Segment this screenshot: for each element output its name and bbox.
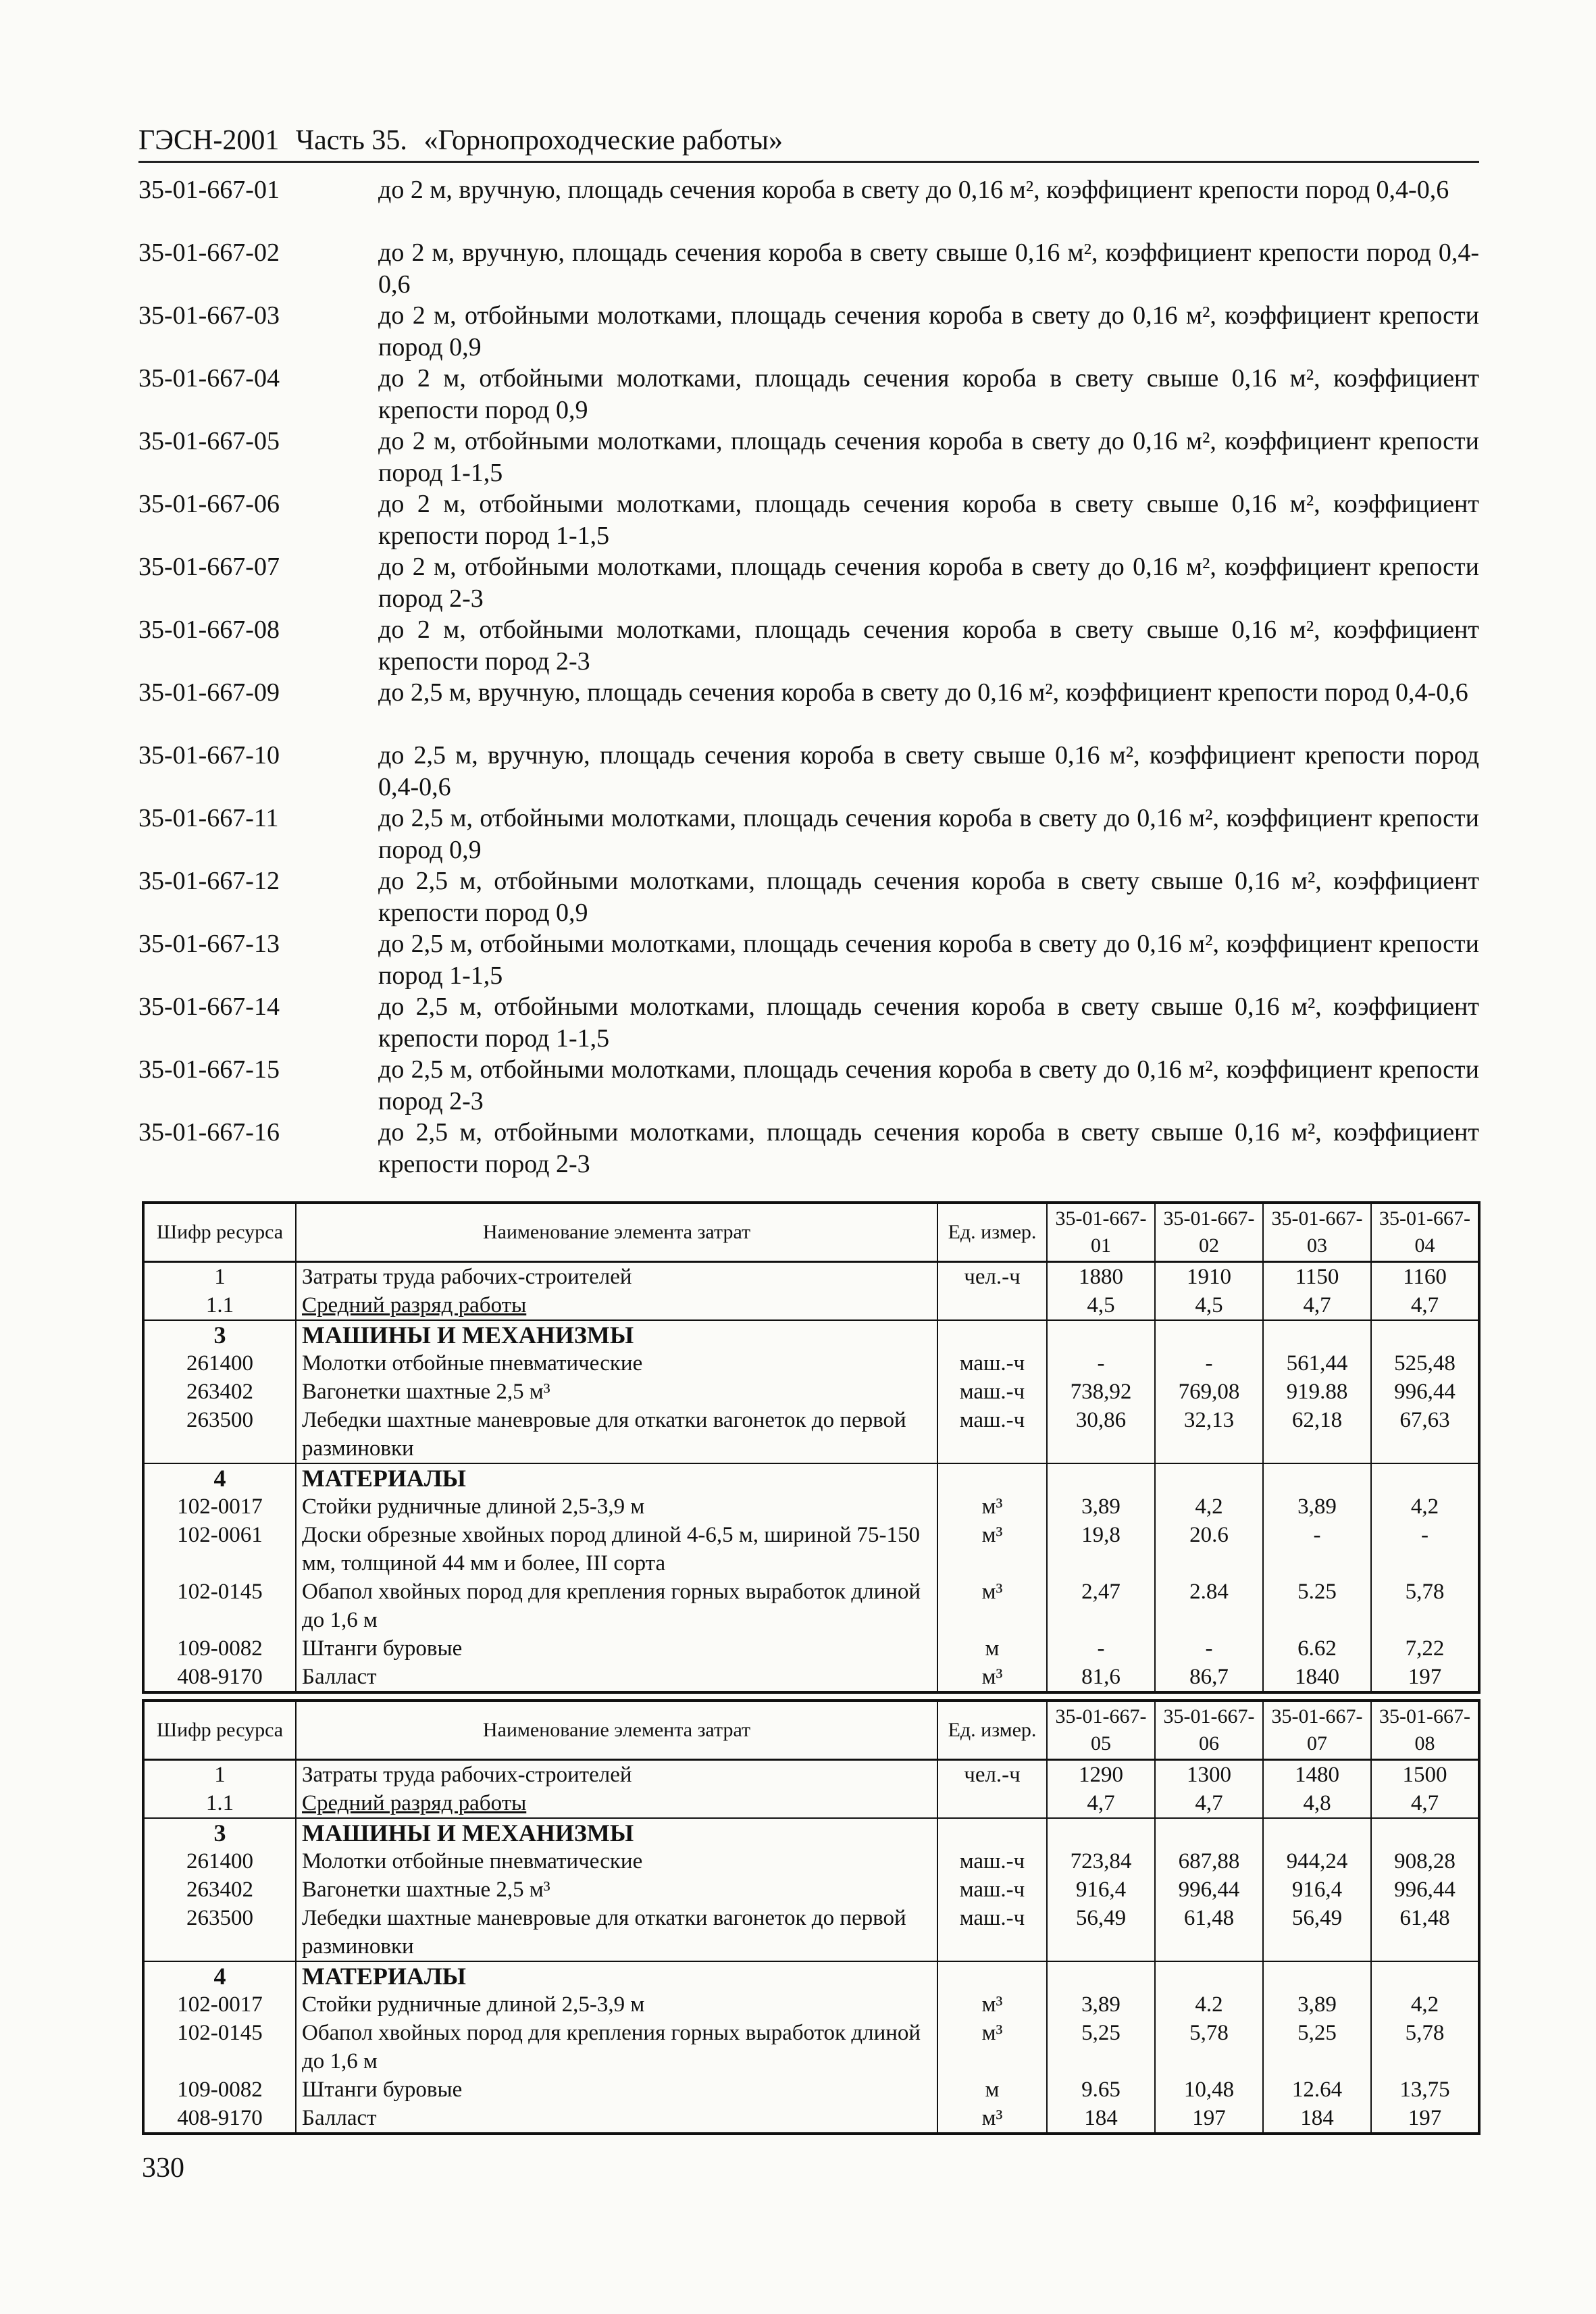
code-number: 35-01-667-06 [138,490,280,518]
resource-value [1155,1961,1263,1990]
resource-unit [937,1961,1047,1990]
code-description: до 2,5 м, отбойными молотками, площадь сечения короба в свету свыше 0,16 м², коэффициент крепости пород 0,9 [378,867,1479,927]
page-number: 330 [142,2153,184,2184]
resource-name [296,1789,937,1818]
resource-name [296,1876,937,1904]
resource-code: 102-0017 [143,1492,296,1521]
resource-name-text: Молотки отбойные пневматические [302,1351,643,1376]
table-row [143,1876,1479,1904]
resource-unit: маш.-ч [937,1904,1047,1961]
resource-name [296,1320,937,1349]
code-number: 35-01-667-12 [138,867,280,895]
code-description: до 2 м, отбойными молотками, площадь сечения короба в свету свыше 0,16 м², коэффициент крепости пород 0,9 [378,364,1479,424]
code-row [138,426,1479,488]
resource-name-text: Обапол хвойных пород для крепления горных выработок длиной до 1,6 м [302,1580,921,1632]
resource-value: 4,7 [1371,1291,1479,1320]
resource-value: 561,44 [1263,1349,1371,1378]
resource-value [1155,1320,1263,1349]
resource-code: 1.1 [143,1291,296,1320]
resource-name [296,1818,937,1847]
code-row [138,551,1479,614]
table-row [143,1990,1479,2019]
resource-unit [937,1291,1047,1320]
resource-name-text: МАШИНЫ И МЕХАНИЗМЫ [302,1322,634,1349]
resource-name [296,1847,937,1876]
resource-name [296,1578,937,1634]
resource-value: 81,6 [1047,1663,1155,1692]
resource-value: 4,5 [1047,1291,1155,1320]
resource-unit [937,1320,1047,1349]
resource-value: 12.64 [1263,2076,1371,2104]
resource-value: 919.88 [1263,1378,1371,1406]
resource-value: 4.2 [1155,1990,1263,2019]
header-code: Шифр ресурса [143,1203,296,1262]
resource-value: 916,4 [1047,1876,1155,1904]
table-row [143,1663,1479,1692]
resource-code: 408-9170 [143,2104,296,2134]
resource-code: 3 [143,1320,296,1349]
code-row [138,803,1479,865]
resource-unit: чел.-ч [937,1262,1047,1292]
code-row [138,614,1479,677]
resource-value [1263,1818,1371,1847]
resource-value: 1160 [1371,1262,1479,1292]
resource-name [296,1990,937,2019]
code-row [138,928,1479,991]
resource-unit: м³ [937,1521,1047,1578]
resource-unit: м³ [937,1663,1047,1692]
resource-value: 4,7 [1371,1789,1479,1818]
resource-value: 4,2 [1155,1492,1263,1521]
table-row [143,2076,1479,2104]
resource-name-text: Вагонетки шахтные 2,5 м³ [302,1878,550,1902]
resource-name-text: Средний разряд работы [302,1791,527,1815]
code-number: 35-01-667-13 [138,930,280,958]
resource-value [1371,1961,1479,1990]
resource-value: - [1263,1521,1371,1578]
header-unit: Ед. измер. [937,1701,1047,1760]
part-label: Часть 35. [295,125,407,156]
resource-unit [937,1818,1047,1847]
resource-unit: маш.-ч [937,1847,1047,1876]
header-col: 35-01-667-04 [1371,1203,1479,1262]
resource-value: 4,2 [1371,1990,1479,2019]
resource-name-text: Вагонетки шахтные 2,5 м³ [302,1380,550,1404]
resource-name-text: Доски обрезные хвойных пород длиной 4-6,5 м, шириной 75-150 мм, толщиной 44 мм и более, III сорта [302,1523,921,1576]
resource-name [296,2076,937,2104]
code-number: 35-01-667-05 [138,427,280,455]
resource-unit: маш.-ч [937,1378,1047,1406]
code-description: до 2,5 м, вручную, площадь сечения короба в свету до 0,16 м², коэффициент крепости пород 0,4-0,6 [378,678,1468,707]
resource-value: 996,44 [1371,1378,1479,1406]
resource-code: 3 [143,1818,296,1847]
table-row [143,1406,1479,1463]
resource-value: 1300 [1155,1760,1263,1790]
resource-unit: маш.-ч [937,1876,1047,1904]
resource-value [1155,1818,1263,1847]
resource-code: 263500 [143,1904,296,1961]
code-number: 35-01-667-15 [138,1055,280,1084]
resource-code: 263402 [143,1876,296,1904]
resource-name [296,1760,937,1790]
resource-value: 4,2 [1371,1492,1479,1521]
table-header-row [143,1203,1479,1262]
code-number: 35-01-667-07 [138,553,280,581]
resource-name [296,1349,937,1378]
resource-value: 916,4 [1263,1876,1371,1904]
resource-value: 1150 [1263,1262,1371,1292]
resource-value: 1290 [1047,1760,1155,1790]
code-description: до 2 м, отбойными молотками, площадь сечения короба в свету свыше 0,16 м², коэффициент крепости пород 2-3 [378,615,1479,676]
resource-name-text: Обапол хвойных пород для крепления горных выработок длиной до 1,6 м [302,2021,921,2073]
resource-name [296,1262,937,1292]
resource-name [296,1463,937,1492]
resource-value: 5.25 [1263,1578,1371,1634]
resource-name [296,1904,937,1961]
resource-value: 2,47 [1047,1578,1155,1634]
resource-code: 109-0082 [143,1634,296,1663]
resource-value: 30,86 [1047,1406,1155,1463]
code-row [138,237,1479,300]
resource-value: 4,5 [1155,1291,1263,1320]
resource-value [1263,1463,1371,1492]
resource-value: 5,25 [1263,2019,1371,2076]
code-number: 35-01-667-14 [138,992,280,1021]
table-header-row [143,1701,1479,1760]
resource-code: 1 [143,1760,296,1790]
resource-name-text: МАТЕРИАЛЫ [302,1963,466,1990]
resource-code: 102-0017 [143,1990,296,2019]
resource-value: 944,24 [1263,1847,1371,1876]
resource-code: 109-0082 [143,2076,296,2104]
resource-name-text: Стойки рудничные длиной 2,5-3,9 м [302,1992,645,2017]
resource-value [1047,1463,1155,1492]
resource-name-text: Стойки рудничные длиной 2,5-3,9 м [302,1494,645,1519]
header-col: 35-01-667-05 [1047,1701,1155,1760]
resource-value: 6.62 [1263,1634,1371,1663]
table-row [143,1961,1479,1990]
table-row [143,1760,1479,1790]
code-description: до 2,5 м, отбойными молотками, площадь сечения короба в свету свыше 0,16 м², коэффициент крепости пород 1-1,5 [378,992,1479,1053]
resource-name [296,1663,937,1692]
resource-value: 20.6 [1155,1521,1263,1578]
table-row [143,1463,1479,1492]
code-row [138,174,1479,237]
resource-value: 3,89 [1047,1990,1155,2019]
resource-name-text: Лебедки шахтные маневровые для откатки вагонеток до первой разминовки [302,1408,906,1461]
code-number: 35-01-667-09 [138,678,280,707]
header-code: Шифр ресурса [143,1701,296,1760]
resource-value: 4,7 [1155,1789,1263,1818]
resource-value: 61,48 [1371,1904,1479,1961]
resource-name-text: Балласт [302,1665,377,1689]
resource-code: 4 [143,1463,296,1492]
resource-unit: м³ [937,1990,1047,2019]
resource-name [296,1521,937,1578]
resource-value: 996,44 [1155,1876,1263,1904]
code-description: до 2 м, вручную, площадь сечения короба в свету до 0,16 м², коэффициент крепости пород 0,4-0,6 [378,176,1449,204]
resource-name [296,2019,937,2076]
resource-unit: маш.-ч [937,1406,1047,1463]
resource-code: 263500 [143,1406,296,1463]
resource-value [1371,1320,1479,1349]
table-row [143,1291,1479,1320]
table-row [143,1349,1479,1378]
table-row [143,1847,1479,1876]
resource-value: 56,49 [1263,1904,1371,1961]
resource-value [1047,1961,1155,1990]
resource-value: 5,25 [1047,2019,1155,2076]
table-row [143,1521,1479,1578]
resource-value [1371,1463,1479,1492]
resource-name-text: Лебедки шахтные маневровые для откатки вагонеток до первой разминовки [302,1906,906,1959]
part-title: «Горнопроходческие работы» [423,125,783,156]
code-number: 35-01-667-11 [138,804,279,832]
table-row [143,1492,1479,1521]
code-description: до 2 м, отбойными молотками, площадь сечения короба в свету до 0,16 м², коэффициент крепости пород 1-1,5 [378,427,1479,487]
resource-value: 62,18 [1263,1406,1371,1463]
header-col: 35-01-667-03 [1263,1203,1371,1262]
code-number: 35-01-667-01 [138,176,280,204]
resource-name-text: Средний разряд работы [302,1293,527,1317]
resource-value: 2.84 [1155,1578,1263,1634]
table-row [143,1320,1479,1349]
resource-value: 10,48 [1155,2076,1263,2104]
resource-code: 102-0061 [143,1521,296,1578]
resource-name-text: МАШИНЫ И МЕХАНИЗМЫ [302,1819,634,1846]
resource-value: 197 [1371,1663,1479,1692]
code-row [138,740,1479,803]
code-number: 35-01-667-08 [138,615,280,644]
table-row [143,1262,1479,1292]
table-row [143,1789,1479,1818]
code-description: до 2,5 м, отбойными молотками, площадь сечения короба в свету свыше 0,16 м², коэффициент крепости пород 2-3 [378,1118,1479,1178]
code-description: до 2 м, отбойными молотками, площадь сечения короба в свету до 0,16 м², коэффициент крепости пород 2-3 [378,553,1479,613]
resource-value: - [1155,1634,1263,1663]
resource-name-text: Штанги буровые [302,2078,463,2102]
resource-value: 3,89 [1263,1492,1371,1521]
resource-value: 67,63 [1371,1406,1479,1463]
resource-name [296,1961,937,1990]
resource-unit: м³ [937,2019,1047,2076]
code-row [138,488,1479,551]
table-row [143,1904,1479,1961]
resource-value: 56,49 [1047,1904,1155,1961]
resource-value: 9.65 [1047,2076,1155,2104]
table-row [143,1634,1479,1663]
resource-value: 5,78 [1155,2019,1263,2076]
resource-value [1047,1818,1155,1847]
resource-value: 197 [1155,2104,1263,2134]
resource-name-text: Затраты труда рабочих-строителей [302,1763,632,1787]
header-col: 35-01-667-07 [1263,1701,1371,1760]
resource-value: 1480 [1263,1760,1371,1790]
resource-value: 769,08 [1155,1378,1263,1406]
code-number: 35-01-667-16 [138,1118,280,1147]
resource-name [296,1634,937,1663]
resource-value: 687,88 [1155,1847,1263,1876]
resource-value [1371,1818,1479,1847]
code-number: 35-01-667-03 [138,301,280,330]
header-name: Наименование элемента затрат [296,1701,937,1760]
resource-unit [937,1789,1047,1818]
resource-value: 3,89 [1047,1492,1155,1521]
resource-code: 261400 [143,1847,296,1876]
resource-name-text: МАТЕРИАЛЫ [302,1465,466,1492]
resource-value [1263,1961,1371,1990]
resource-value: 184 [1047,2104,1155,2134]
resource-value: 197 [1371,2104,1479,2134]
resource-value: 1910 [1155,1262,1263,1292]
doc-code: ГЭСН-2001 [138,125,280,156]
resource-unit: м³ [937,1578,1047,1634]
table-row [143,1378,1479,1406]
code-row [138,1117,1479,1180]
resource-value: 1500 [1371,1760,1479,1790]
resource-value: 5,78 [1371,1578,1479,1634]
resource-value: 723,84 [1047,1847,1155,1876]
resource-value: 184 [1263,2104,1371,2134]
code-row [138,1054,1479,1117]
table-row [143,1818,1479,1847]
resource-value: 738,92 [1047,1378,1155,1406]
code-description: до 2 м, вручную, площадь сечения короба в свету свыше 0,16 м², коэффициент крепости пород 0,4-0,6 [378,238,1479,299]
code-number: 35-01-667-04 [138,364,280,393]
resource-code: 102-0145 [143,1578,296,1634]
resource-name [296,1291,937,1320]
resource-table-2 [142,1699,1481,2135]
resource-code: 408-9170 [143,1663,296,1692]
resource-name-text: Балласт [302,2106,377,2130]
code-number: 35-01-667-10 [138,741,280,770]
resource-name-text: Молотки отбойные пневматические [302,1849,643,1873]
resource-code: 1.1 [143,1789,296,1818]
resource-unit: маш.-ч [937,1349,1047,1378]
resource-code: 4 [143,1961,296,1990]
resource-value: 32,13 [1155,1406,1263,1463]
code-row [138,363,1479,426]
header-col: 35-01-667-01 [1047,1203,1155,1262]
resource-unit: м [937,2076,1047,2104]
resource-value [1155,1463,1263,1492]
resource-unit: м³ [937,1492,1047,1521]
resource-value: 4,7 [1263,1291,1371,1320]
resource-value: - [1047,1634,1155,1663]
resource-name [296,2104,937,2134]
header-col: 35-01-667-02 [1155,1203,1263,1262]
code-description: до 2 м, отбойными молотками, площадь сечения короба в свету до 0,16 м², коэффициент крепости пород 0,9 [378,301,1479,361]
page-header [138,123,1479,163]
resource-value: 7,22 [1371,1634,1479,1663]
table-row [143,2019,1479,2076]
resource-name [296,1492,937,1521]
resource-value: 4,8 [1263,1789,1371,1818]
resource-value: 86,7 [1155,1663,1263,1692]
code-description: до 2,5 м, отбойными молотками, площадь сечения короба в свету до 0,16 м², коэффициент крепости пород 1-1,5 [378,930,1479,990]
code-description: до 2,5 м, отбойными молотками, площадь сечения короба в свету до 0,16 м², коэффициент крепости пород 2-3 [378,1055,1479,1115]
resource-value: 4,7 [1047,1789,1155,1818]
resource-code: 263402 [143,1378,296,1406]
resource-value: 996,44 [1371,1876,1479,1904]
resource-value: 525,48 [1371,1349,1479,1378]
code-number: 35-01-667-02 [138,238,280,267]
code-description: до 2,5 м, отбойными молотками, площадь сечения короба в свету до 0,16 м², коэффициент крепости пород 0,9 [378,804,1479,864]
resource-unit [937,1463,1047,1492]
code-row [138,300,1479,363]
resource-code: 1 [143,1262,296,1292]
table-row [143,1578,1479,1634]
header-name: Наименование элемента затрат [296,1203,937,1262]
resource-value: 1840 [1263,1663,1371,1692]
resource-name-text: Штанги буровые [302,1636,463,1661]
resource-unit: м³ [937,2104,1047,2134]
resource-name-text: Затраты труда рабочих-строителей [302,1265,632,1289]
header-col: 35-01-667-06 [1155,1701,1263,1760]
code-list [138,174,1479,1180]
resource-value: 19,8 [1047,1521,1155,1578]
code-row [138,991,1479,1054]
resource-code: 102-0145 [143,2019,296,2076]
resource-value: 61,48 [1155,1904,1263,1961]
resource-unit: м [937,1634,1047,1663]
header-col: 35-01-667-08 [1371,1701,1479,1760]
resource-unit: чел.-ч [937,1760,1047,1790]
resource-value: 13,75 [1371,2076,1479,2104]
resource-value [1047,1320,1155,1349]
resource-code: 261400 [143,1349,296,1378]
code-description: до 2 м, отбойными молотками, площадь сечения короба в свету свыше 0,16 м², коэффициент крепости пород 1-1,5 [378,490,1479,550]
resource-value: 908,28 [1371,1847,1479,1876]
resource-name [296,1378,937,1406]
header-unit: Ед. измер. [937,1203,1047,1262]
code-row [138,677,1479,740]
resource-value [1263,1320,1371,1349]
resource-value: - [1047,1349,1155,1378]
resource-name [296,1406,937,1463]
resource-value: 5,78 [1371,2019,1479,2076]
table-row [143,2104,1479,2134]
resource-value: 3,89 [1263,1990,1371,2019]
resource-value: - [1371,1521,1479,1578]
resource-value: 1880 [1047,1262,1155,1292]
resource-table-1 [142,1201,1481,1694]
code-row [138,865,1479,928]
code-description: до 2,5 м, вручную, площадь сечения короба в свету свыше 0,16 м², коэффициент крепости пород 0,4-0,6 [378,741,1479,801]
resource-value: - [1155,1349,1263,1378]
